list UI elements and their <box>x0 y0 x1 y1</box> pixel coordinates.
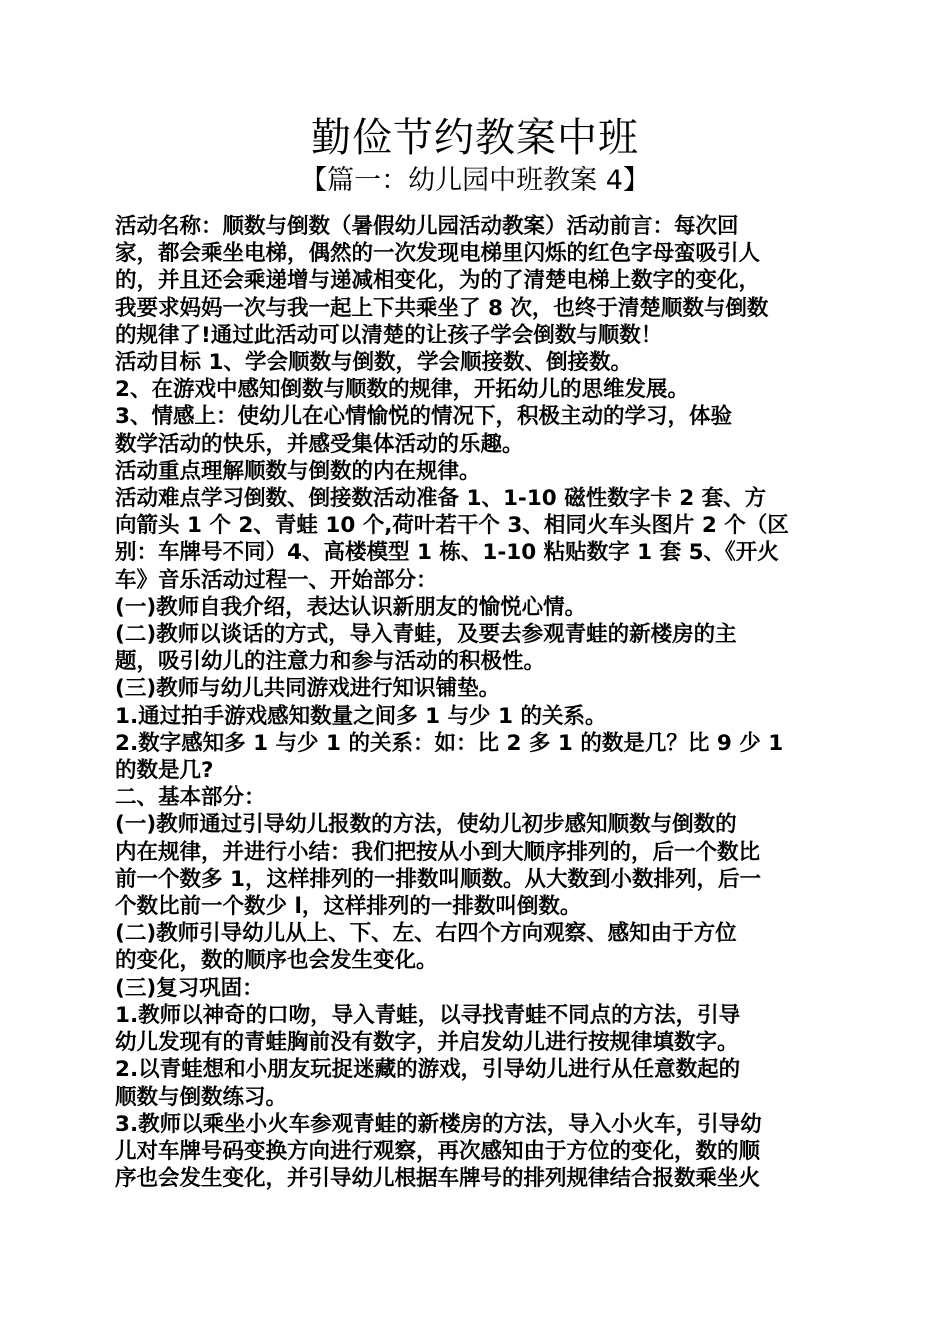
text-line: 顺数与倒数练习。 <box>115 1084 288 1110</box>
text-line: 活动名称：顺数与倒数（暑假幼儿园活动教案）活动前言：每次回 <box>115 214 739 239</box>
document-subtitle: 【篇一：幼儿园中班教案 4】 <box>300 165 650 196</box>
text-line: 3.教师以乘坐小火车参观青蛙的新楼房的方法，导入小火车，引导幼 <box>115 1111 762 1137</box>
text-line: 1.教师以神奇的口吻，导入青蛙，以寻找青蛙不同点的方法，引导 <box>115 1002 741 1028</box>
text-line: 活动目标 1、学会顺数与倒数，学会顺接数、倒接数。 <box>115 350 632 376</box>
text-line: 前一个数多 1，这样排列的一排数叫顺数。从大数到小数排列，后一 <box>115 866 761 892</box>
text-line: 1.通过拍手游戏感知数量之间多 1 与少 1 的关系。 <box>115 703 607 729</box>
text-line: 的变化，数的顺序也会发生变化。 <box>115 948 438 974</box>
document-title: 勤俭节约教案中班 <box>311 115 639 161</box>
text-line: 序也会发生变化，并引导幼儿根据车牌号的排列规律结合报数乘坐火 <box>115 1166 761 1192</box>
text-line: 数学活动的快乐，并感受集体活动的乐趣。 <box>115 431 524 457</box>
text-line: 内在规律，并进行小结：我们把按从小到大顺序排列的，后一个数比 <box>115 839 761 865</box>
document-body <box>115 213 840 1192</box>
text-line: 的规律了!通过此活动可以清楚的让孩子学会倒数与顺数！ <box>115 322 663 348</box>
text-line: (一)教师通过引导幼儿报数的方法，使幼儿初步感知顺数与倒数的 <box>115 812 737 838</box>
text-line: 向箭头 1 个 2、青蛙 10 个,荷叶若干个 3、相同火车头图片 2 个（区 <box>115 513 789 539</box>
text-line: (二)教师引导幼儿从上、下、左、右四个方向观察、感知由于方位 <box>115 921 737 947</box>
text-line: 的，并且还会乘递增与递减相变化，为的了清楚电梯上数字的变化， <box>115 268 761 294</box>
text-line: 2、在游戏中感知倒数与顺数的规律，开拓幼儿的思维发展。 <box>115 377 689 403</box>
text-line: (二)教师以谈话的方式，导入青蛙，及要去参观青蛙的新楼房的主 <box>115 622 737 648</box>
text-line: 的数是几? <box>115 758 214 784</box>
text-line: 3、情感上：使幼儿在心情愉悦的情况下，积极主动的学习，体验 <box>115 404 732 430</box>
text-line: 二、基本部分： <box>115 785 266 811</box>
text-line: 儿对车牌号码变换方向进行观察，再次感知由于方位的变化，数的顺 <box>115 1138 761 1164</box>
text-line: (三)复习巩固： <box>115 975 264 1001</box>
text-line: 2.以青蛙想和小朋友玩捉迷藏的游戏，引导幼儿进行从任意数起的 <box>115 1057 741 1083</box>
text-line: 2.数字感知多 1 与少 1 的关系：如：比 2 多 1 的数是几？比 9 少 1 <box>115 730 784 756</box>
text-line: 车》音乐活动过程一、开始部分： <box>115 567 438 593</box>
text-line: 幼儿发现有的青蛙胸前没有数字，并启发幼儿进行按规律填数字。 <box>115 1030 739 1056</box>
text-line: 别：车牌号不同）4、高楼模型 1 栋、1-10 粘贴数字 1 套 5、《开火 <box>115 540 779 566</box>
text-line: 个数比前一个数少 l，这样排列的一排数叫倒数。 <box>115 894 582 920</box>
text-line: (三)教师与幼儿共同游戏进行知识铺垫。 <box>115 676 501 702</box>
text-line: 活动重点理解顺数与倒数的内在规律。 <box>115 458 481 484</box>
text-line: 家，都会乘坐电梯，偶然的一次发现电梯里闪烁的红色字母蛮吸引人 <box>115 241 761 267</box>
text-line: (一)教师自我介绍，表达认识新朋友的愉悦心情。 <box>115 594 587 620</box>
text-line: 活动难点学习倒数、倒接数活动准备 1、1-10 磁性数字卡 2 套、方 <box>115 486 767 512</box>
text-line: 我要求妈妈一次与我一起上下共乘坐了 8 次，也终于清楚顺数与倒数 <box>115 295 769 321</box>
text-line: 题，吸引幼儿的注意力和参与活动的积极性。 <box>115 649 546 675</box>
